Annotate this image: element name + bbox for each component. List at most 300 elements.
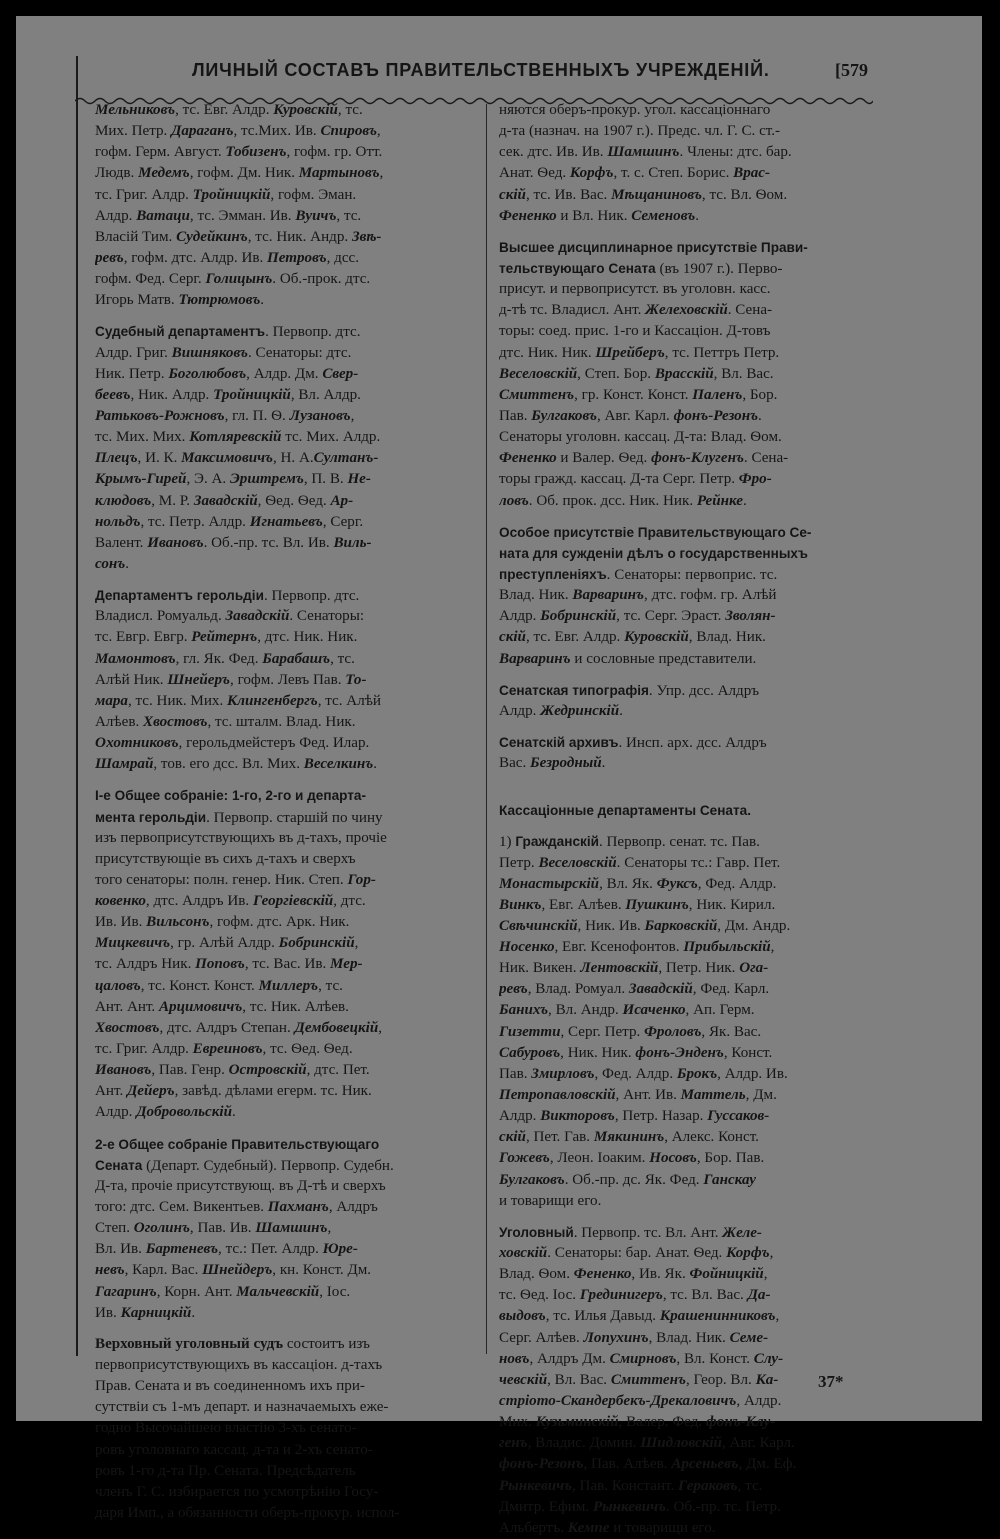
name-text: Петропавловскiй	[499, 1087, 616, 1104]
text-span: , Авг. Карл.	[721, 1435, 795, 1452]
name-text: Арсеньевъ	[671, 1456, 739, 1473]
text-span: дтс. Ник. Ник.	[499, 344, 596, 361]
text-line	[95, 649, 476, 670]
text-span: Ив.	[95, 1304, 121, 1321]
text-span: , тс. Вас. Ив.	[244, 956, 331, 973]
heading-text: Гражданскiй	[515, 834, 599, 850]
text-span: , тс. Евг. Алдр.	[175, 102, 274, 118]
text-span: . Упр. дсс. Алдръ	[648, 682, 760, 699]
text-span: , Ник. Ник.	[560, 1044, 636, 1061]
text-span: тс. Евгр. Евгр.	[95, 629, 192, 646]
text-line	[499, 1349, 865, 1370]
text-span: , Корн. Ант.	[156, 1283, 237, 1300]
heading-text: тельствующаго Сената	[499, 260, 656, 276]
text-line	[499, 491, 865, 512]
text-span: Мих.	[499, 1414, 536, 1431]
text-line	[499, 753, 865, 774]
text-span: Алдр.	[499, 702, 541, 719]
name-text: Веселкинъ	[303, 756, 374, 773]
text-span: членъ Г. С. избирается по усмотрѣнiю Госу-	[95, 1483, 379, 1500]
name-text: Шамрай	[95, 756, 154, 773]
text-line	[499, 406, 865, 427]
text-line	[95, 1239, 476, 1260]
text-line	[95, 807, 476, 828]
signature-mark: 37*	[818, 1372, 844, 1391]
name-text: Шрейберъ	[595, 344, 665, 361]
text-span: , Алекс. Конст.	[664, 1129, 759, 1146]
name-text: Врасскiй	[654, 365, 714, 382]
text-span: . Первопр. сенат. тс. Пав.	[598, 834, 760, 851]
name-text: Смиттенъ	[610, 1371, 686, 1388]
text-span: , гофм. гр. Отт.	[286, 144, 383, 161]
text-span: , Геор. Вл.	[685, 1371, 756, 1388]
text-span: , Дм.	[745, 1087, 777, 1104]
name-text: Ивановъ	[95, 1062, 152, 1079]
text-span: , гофм. Эман.	[270, 186, 357, 203]
text-span: , дтс. Алдръ Ив.	[145, 893, 253, 910]
text-span: , т. с. Степ. Борис.	[613, 165, 734, 182]
text-line	[95, 976, 476, 997]
heading-text: Судебный департаментъ	[95, 324, 266, 340]
text-span: , Вл. Вас.	[547, 1371, 611, 1388]
text-line	[499, 321, 865, 342]
name-text: Оголинъ	[133, 1220, 190, 1237]
page-frame-line	[76, 56, 78, 1356]
name-text: Рынкевичъ	[499, 1477, 572, 1494]
text-line	[499, 1370, 865, 1391]
text-span: д-та (назнач. на 1907 г.). Предс. чл. Г. С. ст.-	[499, 123, 781, 140]
name-text: ревъ	[499, 981, 528, 998]
text-span: , Алдръ Дм.	[529, 1350, 610, 1367]
name-text: Куровскiй	[273, 102, 338, 118]
text-span: Верховный уголовный судъ	[95, 1335, 284, 1352]
text-line	[499, 1191, 865, 1212]
name-text: Маттель	[680, 1087, 746, 1104]
text-span: 1)	[499, 834, 516, 851]
text-line	[95, 849, 476, 870]
name-text: Мѣщаниновъ	[611, 186, 702, 203]
text-line	[95, 627, 476, 648]
text-line	[95, 1081, 476, 1102]
heading-text: Уголовный	[499, 1224, 574, 1240]
text-span: , Вл. Вас.	[713, 365, 774, 382]
text-span: , Дм. Еф.	[738, 1456, 797, 1473]
text-span: , тс. Алѣй	[317, 692, 382, 709]
name-text: Тютрюмовъ	[178, 292, 261, 309]
text-span: Алдр.	[95, 207, 137, 224]
text-span: (въ 1907 г.). Перво-	[655, 260, 783, 277]
text-span: ровъ 1-го д-та Пр. Сената. Предсѣдатель	[95, 1462, 356, 1479]
text-span: ,	[769, 1245, 774, 1262]
text-span: . Сенаторы: бар. Анат. Ѳед.	[547, 1245, 727, 1262]
text-span: . Сена-	[727, 302, 773, 319]
text-line	[95, 1282, 476, 1303]
name-text: Барабашъ	[262, 650, 331, 667]
name-text: Бартеневъ	[145, 1241, 219, 1258]
text-line	[499, 279, 865, 300]
heading-text: Сенатская типографiя	[499, 682, 649, 698]
text-line	[499, 1085, 865, 1106]
text-span: , тс.Мих. Ив.	[233, 123, 321, 140]
text-span: торы гражд. кассац. Д-та Серг. Петр.	[499, 471, 739, 488]
name-text: Слу-	[753, 1350, 784, 1367]
name-text: Брокъ	[676, 1065, 718, 1082]
text-span: , гл. П. Ѳ.	[224, 407, 290, 424]
text-span: и товарищи его.	[499, 1192, 602, 1209]
text-span: , тс. Ѳед. Ѳед.	[262, 1041, 353, 1058]
text-line	[499, 1454, 865, 1475]
text-span: Пав.	[499, 407, 532, 424]
name-text: Игнатьевъ	[249, 513, 323, 530]
text-line	[95, 554, 476, 575]
name-text: Фойницкiй	[689, 1266, 764, 1283]
text-span: , тс. Петр. Алдр.	[140, 513, 250, 530]
text-span: ,	[376, 123, 381, 140]
column-divider	[486, 104, 487, 1354]
name-text: Завадскiй	[628, 981, 693, 998]
text-span: Игорь Матв.	[95, 292, 179, 309]
name-text: Мельниковъ	[95, 102, 176, 118]
text-span: ,	[327, 1220, 332, 1237]
text-line	[499, 121, 865, 142]
left-column	[95, 100, 476, 1524]
text-span: , Пав. Ив.	[189, 1220, 256, 1237]
text-span: , гл. Як. Фед.	[175, 650, 263, 667]
text-span: , гр. Алѣй Алдр.	[170, 935, 279, 952]
name-text: Бобринскiй	[278, 935, 355, 952]
text-line	[95, 227, 476, 248]
text-line	[499, 732, 865, 753]
text-line	[95, 533, 476, 554]
text-line	[499, 564, 865, 585]
text-line	[95, 912, 476, 933]
name-text: Спировъ	[320, 123, 377, 140]
text-line	[95, 606, 476, 627]
text-line	[499, 1476, 865, 1497]
text-line	[499, 1043, 865, 1064]
name-text: Голицынъ	[205, 271, 273, 288]
text-line	[95, 1197, 476, 1218]
text-line	[95, 1176, 476, 1197]
text-span: годно Высочайшею властiю 3-хъ сенато-	[95, 1420, 357, 1437]
name-text: Сабуровъ	[499, 1044, 561, 1061]
text-span: . Первопр. тс. Вл. Ант.	[573, 1224, 723, 1241]
text-line	[499, 606, 865, 627]
text-span: и Вл. Ник.	[556, 207, 632, 224]
name-text: Шнейдеръ	[202, 1262, 273, 1279]
heading-text: преступленiяхъ	[499, 566, 607, 582]
name-text: Вильсонъ	[146, 914, 210, 931]
name-text: ловъ	[499, 492, 529, 509]
text-span: изъ первоприсутствующихъ въ д-тахъ, прочiе	[95, 829, 387, 846]
text-span: , тс.	[318, 977, 343, 994]
name-text: Смиттенъ	[499, 386, 575, 403]
name-text: Прибыльскiй	[683, 939, 771, 956]
text-span: Власiй Тим.	[95, 228, 177, 245]
text-span: тс. Григ. Алдр.	[95, 186, 193, 203]
text-span: Прав. Сената и въ соединенномъ ихъ при-	[95, 1378, 365, 1395]
name-text: Завадскiй	[193, 492, 258, 509]
text-span: Ант.	[95, 1083, 127, 1100]
text-line	[95, 321, 476, 342]
name-text: скiй	[499, 629, 526, 646]
text-span: тс. Мих. Мих.	[95, 429, 190, 446]
text-span: , кн. Конст. Дм.	[272, 1262, 372, 1279]
name-text: Тройницкiй	[213, 386, 291, 403]
text-line	[95, 1418, 476, 1439]
text-span: , Фед. Алдр.	[697, 875, 777, 892]
name-text: Кемпе	[567, 1519, 610, 1536]
name-text: Гор-	[347, 871, 376, 888]
name-text: Гизетти	[499, 1023, 561, 1040]
text-span: , дтс.	[333, 893, 366, 910]
text-line	[95, 1303, 476, 1324]
text-span: , Дм. Андр.	[717, 917, 791, 934]
text-span: . Сенаторы:	[289, 608, 365, 625]
text-span: Влад. Ник.	[499, 587, 573, 604]
text-span: и сословные представители.	[570, 650, 757, 667]
name-text: Фененко	[499, 450, 557, 467]
text-span: , Ап. Герм.	[685, 1002, 755, 1019]
text-span: . Первопр. дтс.	[263, 588, 360, 605]
text-span: ровъ уголовнаго кассац. д-та и 2-хъ сенато-	[95, 1441, 373, 1458]
name-text: Плецъ	[95, 450, 138, 467]
text-span: даря Имп., а обязанности оберъ-прокур. испол-	[95, 1505, 400, 1521]
text-span: сек. дтс. Ив. Ив.	[499, 144, 608, 161]
text-line	[499, 543, 865, 564]
text-line	[95, 870, 476, 891]
name-text: Юре-	[322, 1241, 358, 1258]
text-span: , П. В.	[303, 471, 348, 488]
text-line	[95, 1482, 476, 1503]
text-span: Ант. Ант.	[95, 998, 159, 1015]
text-line	[499, 427, 865, 448]
text-line	[95, 754, 476, 775]
text-span: , гр. Конст. Конст.	[574, 386, 693, 403]
text-span: , Владис. Домин.	[527, 1435, 641, 1452]
name-text: Вишняковъ	[171, 344, 248, 361]
text-span: , тс. Ник. Мих.	[127, 692, 228, 709]
name-text: ревъ	[95, 249, 124, 266]
text-line	[499, 1328, 865, 1349]
text-span: Вл. Ив.	[95, 1241, 146, 1258]
text-line	[499, 1264, 865, 1285]
text-span: ,	[770, 939, 775, 956]
text-span: , Бор. Пав.	[696, 1150, 765, 1167]
text-span: . Сенаторы: дтс.	[247, 344, 352, 361]
text-line	[499, 895, 865, 916]
name-text: Пушкинъ	[625, 896, 689, 913]
name-text: Мартыновъ	[298, 165, 380, 182]
text-line	[95, 1503, 476, 1524]
text-span: Степ.	[95, 1220, 134, 1237]
text-span: , тс. Эмман. Ив.	[189, 207, 296, 224]
name-text: Котляревскiй	[189, 429, 282, 446]
text-line	[95, 691, 476, 712]
text-line	[95, 1260, 476, 1281]
name-text: Шидловскiй	[640, 1435, 722, 1452]
name-text: Зволян-	[725, 608, 776, 625]
text-span: , Ѳед. Ѳед.	[257, 492, 331, 509]
text-line	[499, 364, 865, 385]
text-span: , Бор.	[742, 386, 778, 403]
paragraph-gap	[95, 575, 476, 585]
name-text: Фро-	[738, 471, 772, 488]
text-span: состоитъ изъ	[283, 1335, 370, 1352]
text-span: . Первопр. дтс.	[265, 324, 361, 341]
text-span: ,	[763, 1266, 768, 1283]
paragraph-gap	[499, 1212, 865, 1222]
text-span: , Валер. Фед.	[618, 1414, 706, 1431]
name-text: Ватаци	[136, 207, 190, 224]
name-text: Врас-	[733, 165, 771, 182]
text-line	[499, 853, 865, 874]
name-text: Желеховскiй	[645, 302, 728, 319]
text-line	[95, 1102, 476, 1123]
text-span: Анат. Ѳед.	[499, 165, 570, 182]
text-span: , герольдмейстеръ Фед. Илар.	[178, 735, 370, 752]
name-text: Дараганъ	[171, 123, 234, 140]
text-line	[95, 1218, 476, 1239]
name-text: ковенко	[95, 893, 146, 910]
text-span: Владисл. Ромуальд.	[95, 608, 226, 625]
name-text: генъ	[499, 1435, 528, 1452]
text-span: , гофм. Дм. Ник.	[189, 165, 299, 182]
name-text: Желе-	[722, 1224, 762, 1241]
name-text: Рейтернъ	[191, 629, 258, 646]
text-span: , Степ. Бор.	[577, 365, 655, 382]
text-line	[499, 258, 865, 279]
name-text: невъ	[95, 1262, 125, 1279]
text-span: , Серг.	[322, 513, 364, 530]
text-line	[499, 937, 865, 958]
text-span: Сенаторы уголовн. кассац. Д-та: Влад. Ѳом.	[499, 429, 782, 446]
text-line	[499, 522, 865, 543]
text-span: , Вл. Як.	[599, 875, 657, 892]
name-text: Семеновъ	[631, 207, 696, 224]
text-span: , М. Р.	[151, 492, 194, 509]
text-line	[499, 1412, 865, 1433]
text-line	[95, 1334, 476, 1355]
text-span: торы: соед. прис. 1-го и Кассацiон. Д-товъ	[499, 323, 771, 340]
text-span: , Iос.	[319, 1283, 351, 1300]
text-line	[499, 163, 865, 184]
paragraph-gap	[499, 774, 865, 800]
name-text: Вуичъ	[295, 207, 337, 224]
text-line	[95, 933, 476, 954]
heading-text: 2-е Общее собранiе Правительствующаго	[95, 1136, 380, 1152]
text-line	[499, 680, 865, 701]
text-span: , тс.: Пет. Алдр.	[218, 1241, 323, 1258]
text-span: , тс. Вл. Ѳом.	[701, 186, 788, 203]
text-span: , Пет. Гав.	[525, 1129, 594, 1146]
text-span: Серг. Алѣев.	[499, 1329, 584, 1346]
paragraph-gap	[95, 1124, 476, 1134]
name-text: Варваринъ	[499, 650, 571, 667]
text-span: присут. и первоприсутст. въ уголовн. касс.	[499, 281, 771, 298]
text-span: Алѣй Ник.	[95, 671, 168, 688]
name-text: Веселовскiй	[499, 365, 578, 382]
text-span: Дмитр. Ефим.	[499, 1498, 593, 1515]
text-span: , тс. Ник. Алѣев.	[242, 998, 349, 1015]
text-span: Пав.	[499, 1065, 532, 1082]
text-line	[95, 891, 476, 912]
text-line	[499, 1127, 865, 1148]
name-text: То-	[345, 671, 367, 688]
text-span: Алдр.	[499, 608, 541, 625]
text-line	[499, 1497, 865, 1518]
text-span: Алдр. Григ.	[95, 344, 172, 361]
text-span: тс. Григ. Алдр.	[95, 1041, 193, 1058]
text-span: , тс. Вл. Вас.	[662, 1287, 748, 1304]
name-text: Охотниковъ	[95, 735, 179, 752]
text-span: Людв.	[95, 165, 139, 182]
text-line	[95, 712, 476, 733]
text-line	[499, 1148, 865, 1169]
name-text: Шамшинъ	[607, 144, 680, 161]
name-text: Булгаковъ	[531, 407, 597, 424]
running-title: ЛИЧНЫЙ СОСТАВЪ ПРАВИТЕЛЬСТВЕННЫХЪ УЧРЕЖДЕНIЙ.	[192, 60, 770, 80]
text-span: первоприсутствующихъ въ кассацiон. д-тахъ	[95, 1357, 383, 1374]
heading-text: ната для сужденiи дѣлъ о государственныхъ	[499, 545, 808, 561]
text-span: . Первопр. старшiй по чину	[206, 809, 383, 826]
text-span: сутствiи съ 1-мъ департ. и назначаемыхъ еже-	[95, 1399, 389, 1416]
text-span: , Фед. Алдр.	[594, 1065, 677, 1082]
paragraph-gap	[499, 227, 865, 237]
text-line	[499, 1170, 865, 1191]
name-text: фонъ-Резонъ	[673, 407, 759, 424]
text-span: ,	[350, 407, 355, 424]
text-span: Ив. Ив.	[95, 914, 147, 931]
text-span: Влад. Ѳом.	[499, 1266, 574, 1283]
text-line	[499, 701, 865, 722]
text-span: , Леон. Iоаким.	[549, 1150, 650, 1167]
text-line	[95, 1039, 476, 1060]
text-span: , Вл. Андр.	[548, 1002, 623, 1019]
name-text: Змирловъ	[531, 1065, 595, 1082]
text-span: , тс.	[330, 650, 355, 667]
text-line	[499, 1433, 865, 1454]
text-line	[95, 785, 476, 806]
name-text: Виль-	[333, 534, 372, 551]
name-text: Да-	[747, 1287, 771, 1304]
name-text: Петровъ	[267, 249, 327, 266]
heading-text: I-е Общее собранiе: 1-го, 2-го и департа-	[95, 788, 366, 804]
page-header	[72, 56, 882, 96]
name-text: клюдовъ	[95, 492, 152, 509]
text-span: , тс.	[336, 207, 362, 224]
name-text: Эрштремъ	[229, 471, 304, 488]
text-span: , тс. Ник. Андр.	[247, 228, 352, 245]
name-text: фонъ-Клугенъ	[651, 450, 744, 467]
name-text: нольдъ	[95, 513, 141, 530]
text-span: и товарищи его.	[609, 1519, 716, 1536]
name-text: Безродный	[530, 755, 602, 772]
text-span: , гофм. дтс. Арк. Ник.	[209, 914, 350, 931]
text-line	[95, 1060, 476, 1081]
right-column	[499, 100, 865, 1539]
text-span: ,	[775, 1308, 780, 1325]
text-line	[95, 248, 476, 269]
text-line	[95, 469, 476, 490]
text-span: , Алдр. Дм.	[246, 365, 323, 382]
text-span: , завѣд. дѣлами егерм. тс. Ник.	[174, 1083, 372, 1100]
text-span: , Карл. Вас.	[124, 1262, 203, 1279]
text-span: . Сенаторы тс.: Гавр. Пет.	[616, 854, 781, 871]
text-line	[499, 448, 865, 469]
name-text: Корфъ	[726, 1245, 770, 1262]
name-text: Звѣ-	[351, 228, 382, 245]
